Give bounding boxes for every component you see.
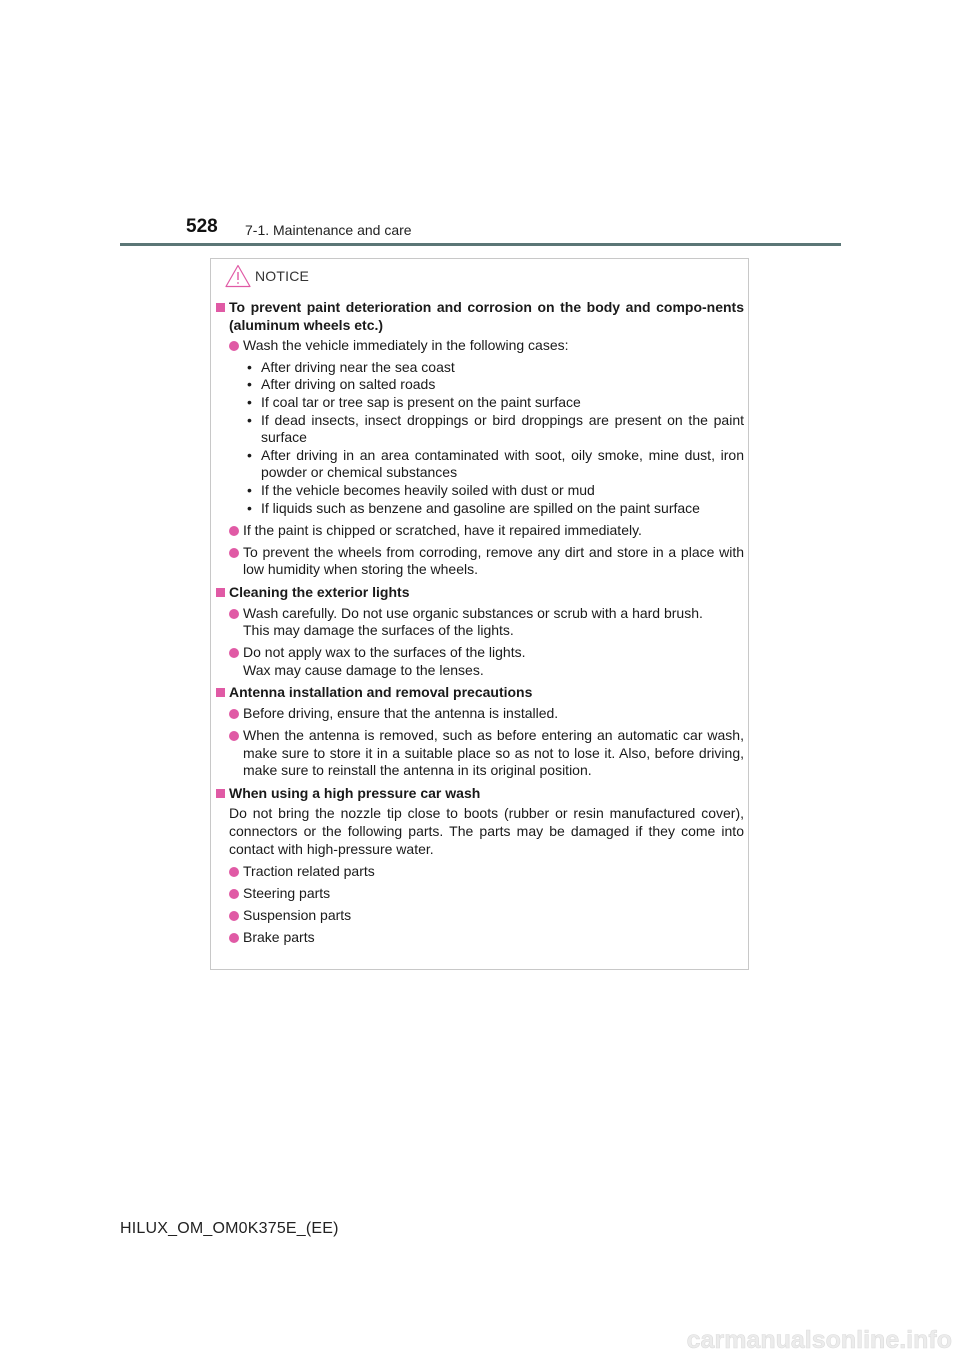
header-divider (120, 243, 841, 246)
sub-list-item (216, 482, 744, 500)
svg-text:carmanualsonline.info: carmanualsonline.info (686, 1326, 952, 1354)
sub-list-item-text: If coal tar or tree sap is present on the paint surface (261, 393, 581, 410)
dot-bullet-icon: • (247, 411, 252, 428)
section-heading (216, 584, 744, 602)
list-item-text-continued: Wax may cause damage to the lenses. (243, 661, 484, 678)
circle-bullet-icon (229, 889, 239, 899)
square-bullet-icon (216, 789, 225, 798)
warning-triangle-icon (225, 264, 251, 288)
sub-list-item (216, 412, 744, 447)
list-item (216, 907, 744, 925)
circle-bullet-icon (229, 609, 239, 619)
section-heading (216, 299, 744, 334)
list-item-text: Steering parts (243, 884, 331, 901)
section-heading-text: To prevent paint deterioration and corrosion on the body and compo-nents (aluminum wheels etc.) (229, 299, 744, 333)
sub-list-item (216, 359, 744, 377)
section-heading-text: Cleaning the exterior lights (229, 583, 410, 600)
dot-bullet-icon: • (247, 481, 252, 498)
document-code: HILUX_OM_OM0K375E_(EE) (120, 1220, 339, 1237)
list-item-text: When the antenna is removed, such as before entering an automatic car wash, make sure to store it in a suitable place so as not to lose it. Also, before driving, make sure to reinstall the antenna in its original position. (243, 727, 744, 779)
list-item-text: If the paint is chipped or scratched, have it repaired immediately. (243, 521, 642, 538)
dot-bullet-icon: • (247, 393, 252, 410)
section-heading-text: When using a high pressure car wash (229, 784, 481, 801)
dot-bullet-icon: • (247, 446, 252, 463)
dot-bullet-icon: • (247, 499, 252, 516)
list-item-text: Traction related parts (243, 862, 375, 879)
circle-bullet-icon (229, 341, 239, 351)
section-paragraph: Do not bring the nozzle tip close to boots (rubber or resin manufactured cover), connectors or the following parts. The parts may be damaged if they come into contact with high-pressure water. (229, 805, 744, 857)
section-heading-text: Antenna installation and removal precautions (229, 684, 533, 701)
dot-bullet-icon: • (247, 358, 252, 375)
circle-bullet-icon (229, 731, 239, 741)
section-title: 7-1. Maintenance and care (245, 222, 412, 238)
list-item-text: Brake parts (243, 929, 315, 945)
circle-bullet-icon (229, 867, 239, 877)
sub-list-item (216, 394, 744, 412)
dot-bullet-icon: • (247, 376, 252, 393)
sub-list-item (216, 447, 744, 482)
notice-body (216, 299, 744, 947)
sub-list-item-text: After driving on salted roads (261, 376, 436, 393)
sub-list-item-text: If the vehicle becomes heavily soiled with dust or mud (261, 481, 595, 498)
list-item (216, 522, 744, 540)
sub-list-item (216, 500, 744, 518)
sub-list-item-text: If dead insects, insect droppings or bird droppings are present on the paint surface (261, 411, 744, 446)
square-bullet-icon (216, 688, 225, 697)
circle-bullet-icon (229, 648, 239, 658)
list-item-text: Wash carefully. Do not use organic substances or scrub with a hard brush. (243, 604, 703, 621)
circle-bullet-icon (229, 548, 239, 558)
list-item-text-continued: This may damage the surfaces of the lights. (243, 622, 514, 639)
section-heading (216, 684, 744, 702)
list-item (216, 605, 744, 640)
list-item (216, 705, 744, 723)
notice-box (210, 258, 749, 970)
watermark-logo (628, 1322, 956, 1356)
list-item-text: Suspension parts (243, 906, 352, 923)
list-item-text: Wash the vehicle immediately in the following cases: (243, 337, 569, 354)
sub-list (216, 359, 744, 517)
sub-list-item (216, 376, 744, 394)
list-item (216, 863, 744, 881)
list-item (216, 727, 744, 780)
list-item (216, 644, 744, 679)
square-bullet-icon (216, 588, 225, 597)
section-heading (216, 785, 744, 803)
notice-label: NOTICE (255, 268, 310, 284)
list-item-text: Before driving, ensure that the antenna is installed. (243, 704, 559, 721)
page-header (0, 0, 960, 250)
sub-list-item-text: After driving near the sea coast (261, 358, 455, 375)
list-item (216, 544, 744, 579)
circle-bullet-icon (229, 709, 239, 719)
circle-bullet-icon (229, 911, 239, 921)
list-item (216, 885, 744, 903)
list-item (216, 929, 744, 947)
page-number: 528 (186, 216, 218, 237)
circle-bullet-icon (229, 933, 239, 943)
list-item-text: To prevent the wheels from corroding, remove any dirt and store in a place with low humidity when storing the wheels. (243, 543, 744, 578)
notice-header (225, 263, 309, 289)
sub-list-item-text: After driving in an area contaminated with soot, oily smoke, mine dust, iron powder or chemical substances (261, 446, 744, 481)
circle-bullet-icon (229, 526, 239, 536)
list-item-text: Do not apply wax to the surfaces of the lights. (243, 644, 526, 661)
square-bullet-icon (216, 303, 225, 312)
list-item (216, 337, 744, 355)
sub-list-item-text: If liquids such as benzene and gasoline are spilled on the paint surface (261, 499, 700, 516)
